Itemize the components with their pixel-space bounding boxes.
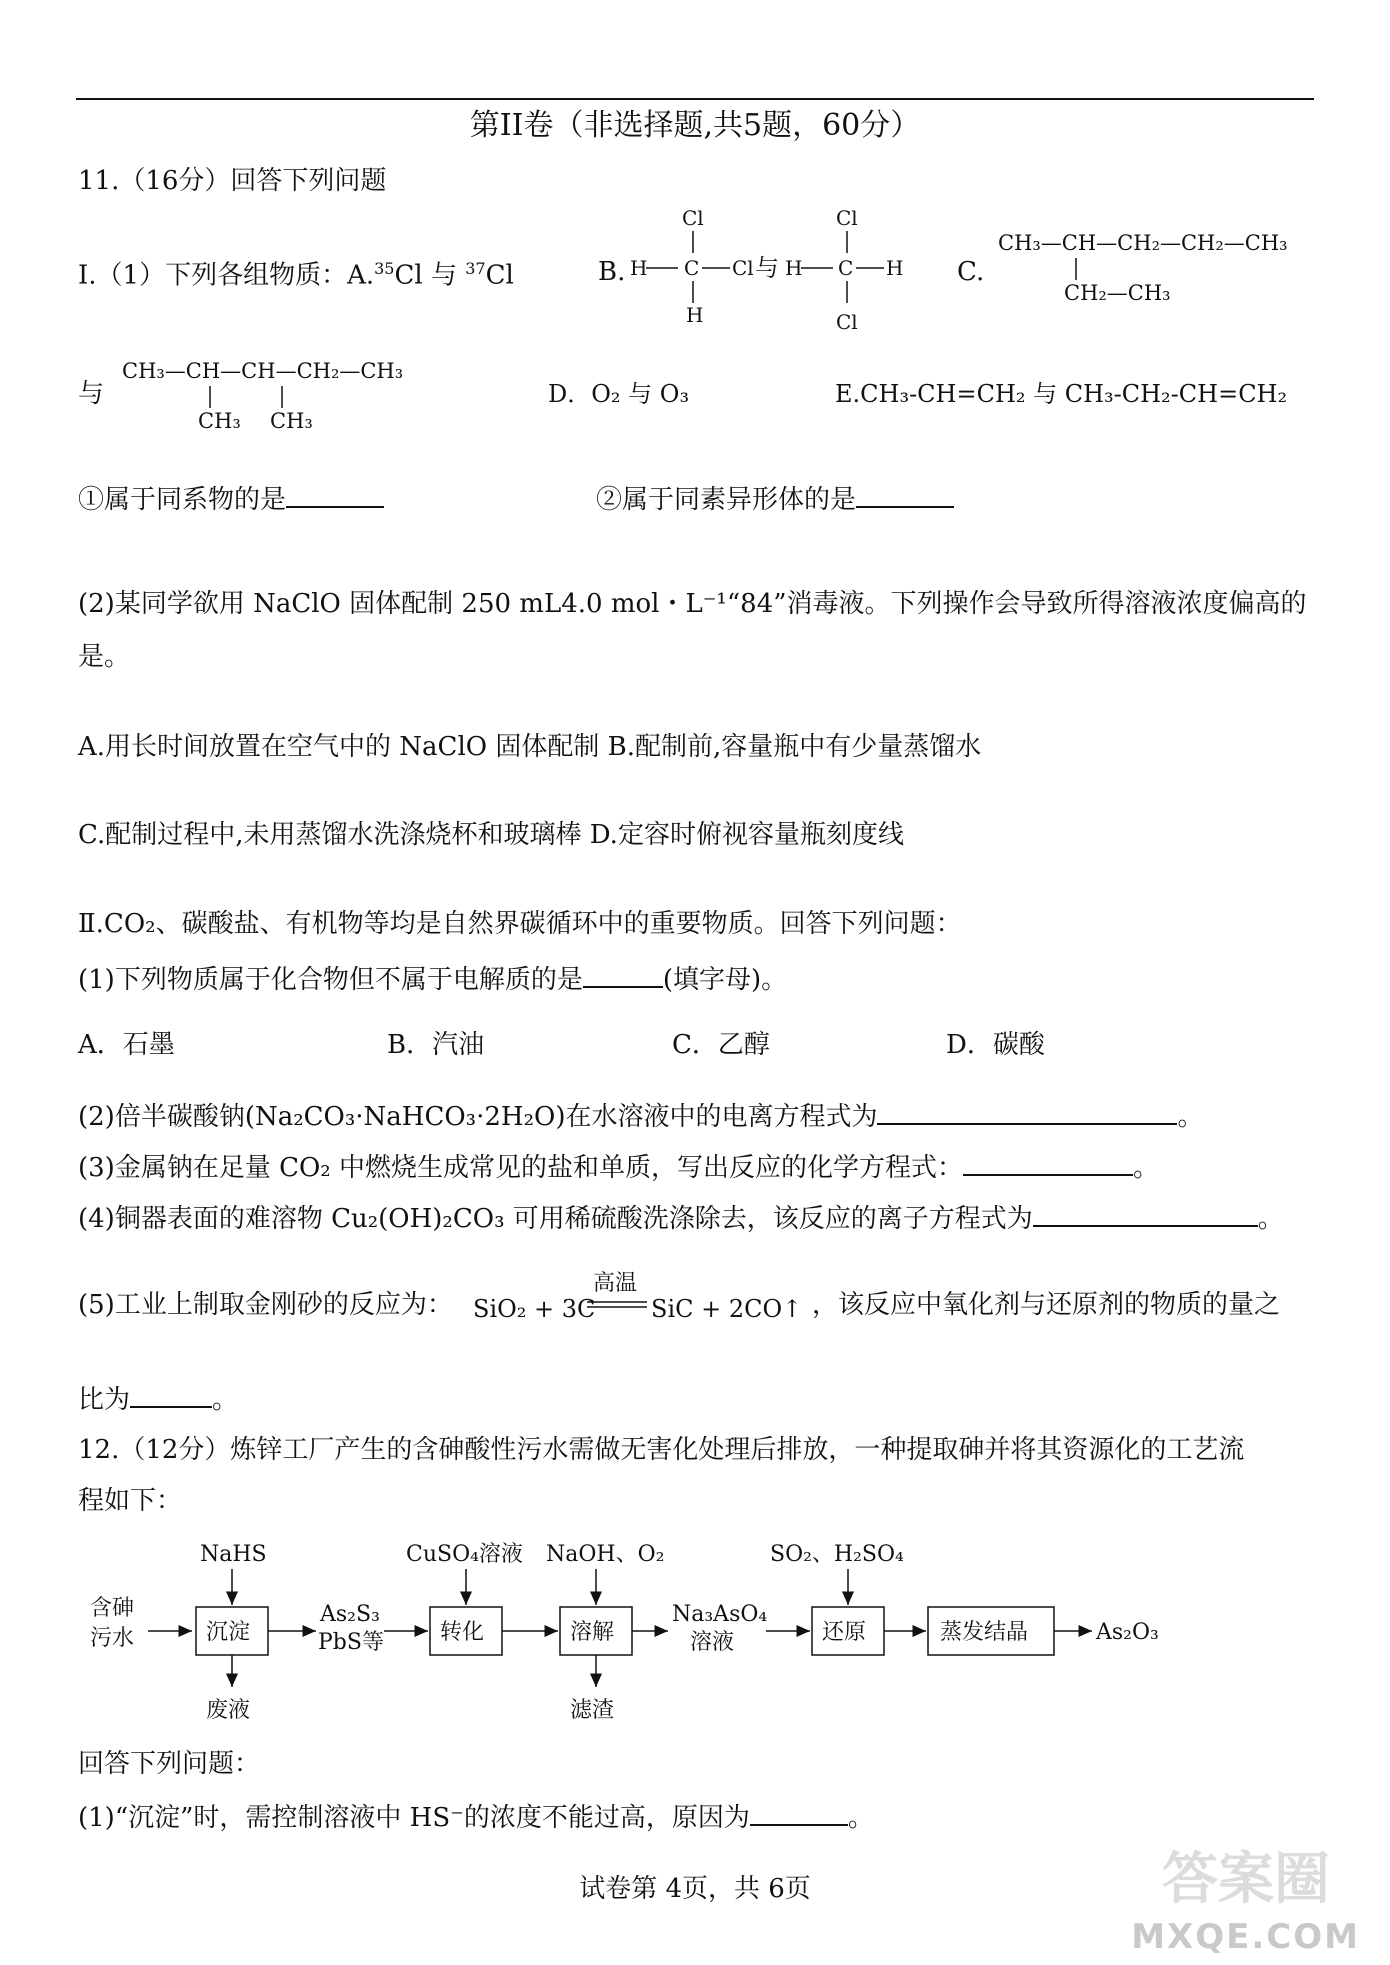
answer-allotrope: ②属于同素异形体的是 [596,482,954,516]
b-with: 与 [755,254,779,282]
flow-waste: 废液 [206,1698,251,1723]
flow-reagent-naoh: NaOH、O₂ [546,1542,665,1567]
b2-h-left: H [785,256,803,280]
option-b-label: B. [598,257,626,287]
with-label: 与 [78,379,105,409]
flow-box3-label: 溶解 [570,1620,615,1645]
q11-I-2-line2: 是。 [78,642,131,672]
eq-condition: 高温 [593,1271,638,1296]
flow-input-line2: 污水 [90,1626,135,1651]
flow-mid1-b: PbS等 [318,1630,384,1655]
flow-box1-label: 沉淀 [206,1620,251,1645]
c2-branch-2: CH₃ [270,409,313,433]
q11-I-2-options-cd: C.配制过程中,未用蒸馏水洗涤烧杯和玻璃棒 D.定容时俯视容量瓶刻度线 [78,820,904,850]
option-d: D．O₂ 与 O₃ [548,380,690,408]
b1-h-left: H [630,256,648,280]
q11-II-4: (4)铜器表面的难溶物 Cu₂(OH)₂CO₃ 可用稀硫酸洗涤除去，该反应的离子方程式为 。 [78,1201,1284,1235]
q11-II-5-post: ，该反应中氧化剂与还原剂的物质的量之 [812,1290,1281,1320]
b2-cl-top: Cl [836,206,858,230]
flow-reagent-nahs: NaHS [200,1542,267,1567]
eq-reactants: SiO₂ + 3C [473,1295,596,1323]
flow-reagent-cuso4: CuSO₄溶液 [406,1542,523,1567]
flow-reagent-so2: SO₂、H₂SO₄ [770,1542,904,1567]
q11-II-1-opt-c: C．乙醇 [672,1030,770,1060]
c-structure-2 [122,356,482,436]
flow-residue: 滤渣 [570,1698,615,1723]
flow-product: As₂O₃ [1096,1620,1159,1645]
flow-mid1-a: As₂S₃ [320,1602,380,1627]
q11-I-2-line1: (2)某同学欲用 NaClO 固体配制 250 mL4.0 mol・L⁻¹“84”消毒液。下列操作会导致所得溶液浓度偏高的 [78,589,1307,619]
option-c-label: C. [957,257,985,287]
q11-II-5-line2: 比为 。 [78,1382,238,1416]
c1-chain: CH₃—CH—CH₂—CH₂—CH₃ [998,231,1288,255]
q11-II-3: (3)金属钠在足量 CO₂ 中燃烧生成常见的盐和单质，写出反应的化学方程式： 。 [78,1150,1159,1184]
q11-I-2-options-ab: A.用长时间放置在空气中的 NaClO 固体配制 B.配制前,容量瓶中有少量蒸馏水 [78,732,982,762]
q11-heading: 11.（16分）回答下列问题 [78,166,387,196]
b2-c: C [838,256,854,280]
q11-II-intro: Ⅱ.CO₂、碳酸盐、有机物等均是自然界碳循环中的重要物质。回答下列问题： [78,909,962,939]
c2-branch-1: CH₃ [198,409,241,433]
flow-input-line1: 含砷 [90,1596,135,1621]
flow-mid2-b: 溶液 [690,1630,735,1655]
q11-II-5-pre: (5)工业上制取金刚砂的反应为： [78,1290,453,1320]
page-footer: 试卷第 4页，共 6页 [579,1874,811,1904]
option-e: E.CH₃-CH=CH₂ 与 CH₃-CH₂-CH=CH₂ [835,380,1288,408]
q12-line2: 程如下： [78,1486,183,1516]
q11-II-1-opt-b: B．汽油 [387,1030,485,1060]
q11-II-1-opt-a: A．石墨 [78,1030,175,1060]
eq-products: SiC + 2CO↑ [651,1295,803,1323]
b2-h-right: H [886,256,904,280]
q11-II-2: (2)倍半碳酸钠(Na₂CO₃·NaHCO₃·2H₂O)在水溶液中的电离方程式为 。 [78,1099,1203,1133]
sic-equation [473,1262,823,1332]
b1-cl-right: Cl [732,256,754,280]
q11-I-1-intro: Ⅰ.（1）下列各组物质：A.$^{35}$Cl 与 $^{37}$Cl [78,259,514,291]
b1-c: C [684,256,700,280]
q12-ask: 回答下列问题： [78,1749,261,1779]
c2-chain: CH₃—CH—CH—CH₂—CH₃ [122,359,404,383]
flow-mid2-a: Na₃AsO₄ [672,1602,768,1627]
q12-line1: 12.（12分）炼锌工厂产生的含砷酸性污水需做无害化处理后排放，一种提取砷并将其资源化的工艺流 [78,1435,1245,1465]
section-title: 第II卷（非选择题,共5题，60分） [469,108,921,143]
q11-II-1-opt-d: D．碳酸 [946,1030,1045,1060]
process-flow-diagram [80,1535,1200,1735]
flow-box5-label: 蒸发结晶 [940,1620,1029,1645]
q11-II-1: (1)下列物质属于化合物但不属于电解质的是 (填字母)。 [78,962,787,996]
watermark-site: MXQE.COM [1131,1917,1360,1957]
b1-h-bottom: H [686,303,704,327]
q12-1: (1)“沉淀”时，需控制溶液中 HS⁻的浓度不能过高，原因为 。 [78,1800,874,1834]
flow-box2-label: 转化 [440,1620,485,1645]
c-structure-1 [998,228,1318,308]
b2-cl-bottom: Cl [836,310,858,334]
dichloromethane-structures [630,205,910,335]
answer-homolog: ①属于同系物的是 [78,482,384,516]
b1-cl-top: Cl [682,206,704,230]
c1-branch: CH₂—CH₃ [1064,281,1171,305]
flow-box4-label: 还原 [822,1620,867,1645]
header-rule [76,98,1314,100]
watermark-logo: 答案圈 [1162,1847,1330,1912]
